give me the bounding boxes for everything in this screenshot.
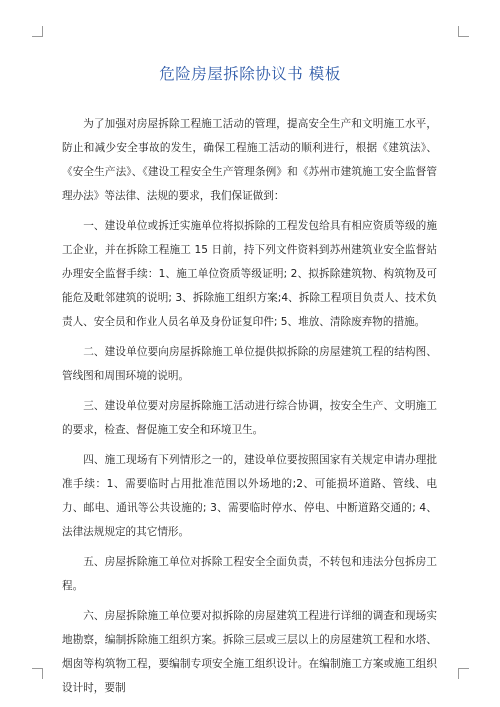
crop-mark-top-right: [458, 26, 469, 37]
clause-4-paragraph: 四、施工现场有下列情形之一的，建设单位要按照国家有关规定申请办理批准手续：1、需要临时占用批准范围以外场地的;2、可能损坏道路、管线、电力、邮电、通讯等公共设施的; 3、需要临时停水、停电、中断道路交通的; 4、法律法规规定的其它情形。: [62, 454, 437, 538]
clause-5-paragraph: 五、房屋拆除施工单位对拆除工程安全全面负责，不转包和违法分包拆房工程。: [62, 556, 437, 592]
clause-3-paragraph: 三、建设单位要对房屋拆除施工活动进行综合协调，按安全生产、文明施工的要求，检查、督促施工安全和环境卫生。: [62, 400, 437, 436]
clause-1-paragraph: 一、建设单位或拆迁实施单位将拟拆除的工程发包给具有相应资质等级的施工企业，并在拆除工程施工 15 日前，持下列文件资料到苏州建筑业安全监督站办理安全监督手续：1、施工单位资质等级证明; 2、拟拆除建筑物、构筑物及可能危及毗邻建筑的说明; 3、拆除施工组织方案;4、拆除工程项目负责人、技术负责人、安全员和作业人员名单及身份证复印件; 5、堆放、清除废弃物的措施。: [62, 220, 437, 328]
document-title: 危险房屋拆除协议书 模板: [159, 65, 341, 83]
clause-6-paragraph: 六、房屋拆除施工单位要对拟拆除的房屋建筑工程进行详细的调查和现场实地勘察，编制拆除施工组织方案。拆除三层或三层以上的房屋建筑工程和水塔、烟囱等构筑物工程，要编制专项安全施工组织设计。在编制施工方案或施工组织设计时，要制: [62, 610, 437, 694]
intro-paragraph: 为了加强对房屋拆除工程施工活动的管理，提高安全生产和文明施工水平，防止和减少安全事故的发生，确保工程施工活动的顺利进行，根据《建筑法》、《安全生产法》、《建设工程安全生产管理条例》和《苏州市建筑施工安全监督管理办法》等法律、法规的要求，我们保证做到：: [62, 118, 437, 202]
crop-mark-top-left: [32, 26, 43, 37]
clause-2-paragraph: 二、建设单位要向房屋拆除施工单位提供拟拆除的房屋建筑工程的结构图、管线图和周围环境的说明。: [62, 346, 437, 382]
crop-mark-bottom-right: [458, 668, 469, 679]
crop-mark-bottom-left: [32, 668, 43, 679]
document-body: [62, 112, 437, 706]
